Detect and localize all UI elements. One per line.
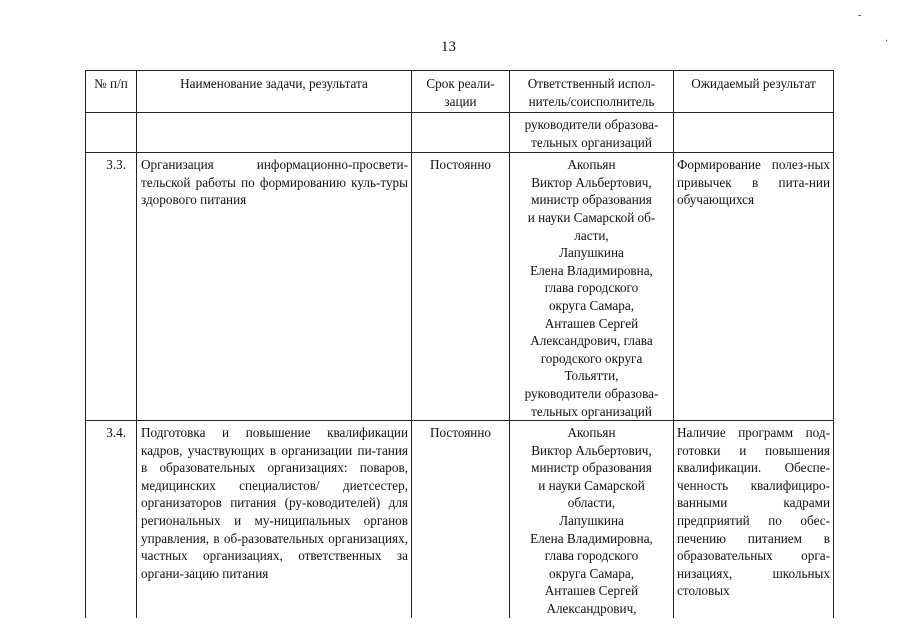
responsible-line: тельных организаций bbox=[531, 403, 652, 419]
cell-num bbox=[86, 113, 137, 153]
cell-result: Формирование полез-ных привычек в пита-нии обучающихся bbox=[674, 153, 834, 421]
cell-term: Постоянно bbox=[412, 153, 510, 421]
cell-task: Организация информационно-просвети-тельской работы по формированию куль-туры здорового питания bbox=[137, 153, 412, 421]
header-num: № п/п bbox=[86, 71, 137, 113]
responsible-line: министр образования bbox=[531, 192, 652, 208]
responsible-line: городского округа bbox=[540, 350, 643, 366]
responsible-line: Акопьян bbox=[567, 425, 616, 441]
table-row bbox=[86, 113, 834, 153]
cell-term: Постоянно bbox=[412, 421, 510, 618]
responsible-line: Лапушкина bbox=[559, 513, 624, 529]
responsible-line: Тольятти, bbox=[564, 368, 619, 384]
cell-term bbox=[412, 113, 510, 153]
table-row bbox=[86, 153, 834, 421]
responsible-line: Елена Владимировна, bbox=[530, 530, 653, 546]
responsible-line: Виктор Альбертович, bbox=[531, 174, 652, 190]
responsible-line: и науки Самарской об- bbox=[527, 209, 656, 225]
responsible-line: Виктор Альбертович, bbox=[531, 442, 652, 458]
cell-num: 3.4. bbox=[86, 421, 137, 618]
table-header-row bbox=[86, 71, 834, 113]
cell-responsible bbox=[510, 113, 674, 153]
cell-task bbox=[137, 113, 412, 153]
header-term: Срок реали-зации bbox=[412, 71, 510, 113]
responsible-line: Анташев Сергей bbox=[544, 583, 639, 599]
responsible-line: Акопьян bbox=[567, 157, 616, 173]
responsible-line: глава городского bbox=[544, 548, 639, 564]
scan-mark: - bbox=[858, 10, 862, 21]
responsible-line: округа Самара, bbox=[548, 565, 635, 581]
responsible-line: министр образования bbox=[531, 460, 652, 476]
responsible-line: округа Самара, bbox=[548, 297, 635, 313]
cell-task: Подготовка и повышение квалификации кадров, участвующих в организации пи-тания в образовательных организациях: поваров, медицинских специалистов/ диетсестер, организаторов питания (ру-ководителей) для региональных и му-ниципальных органов управления, в об-разовательных организациях, частных организациях, ответственных за органи-зацию питания bbox=[137, 421, 412, 618]
responsible-line: Лапушкина bbox=[559, 245, 624, 261]
responsible-line: глава городского bbox=[544, 280, 639, 296]
responsible-line: области, bbox=[567, 495, 616, 511]
responsible-line: Александрович, bbox=[546, 601, 637, 617]
responsible-line: руководители образова- bbox=[524, 385, 659, 401]
responsible-line: и науки Самарской bbox=[538, 477, 645, 493]
responsible-line: руководители образова- bbox=[524, 117, 659, 133]
cell-num: 3.3. bbox=[86, 153, 137, 421]
cell-result: Наличие программ под-готовки и повышения квалификации. Обеспе-ченность квалифициро-ванными кадрами предприятий по обес-печению питанием в образовательных орга-низациях, школьных столовых bbox=[674, 421, 834, 618]
table-row bbox=[86, 421, 834, 618]
responsible-line: Елена Владимировна, bbox=[530, 262, 653, 278]
page-number: 13 bbox=[441, 39, 456, 55]
cell-responsible bbox=[510, 421, 674, 618]
responsible-line: ласти, bbox=[574, 227, 609, 243]
responsible-line: Анташев Сергей bbox=[544, 315, 639, 331]
header-task: Наименование задачи, результата bbox=[137, 71, 412, 113]
header-responsible: Ответственный испол-нитель/соисполнитель bbox=[510, 71, 674, 113]
action-plan-table bbox=[85, 70, 834, 618]
responsible-line: тельных организаций bbox=[531, 134, 652, 150]
cell-responsible bbox=[510, 153, 674, 421]
responsible-line: Александрович, глава bbox=[530, 333, 653, 349]
scan-mark: · bbox=[885, 36, 889, 47]
cell-result bbox=[674, 113, 834, 153]
header-result: Ожидаемый результат bbox=[674, 71, 834, 113]
